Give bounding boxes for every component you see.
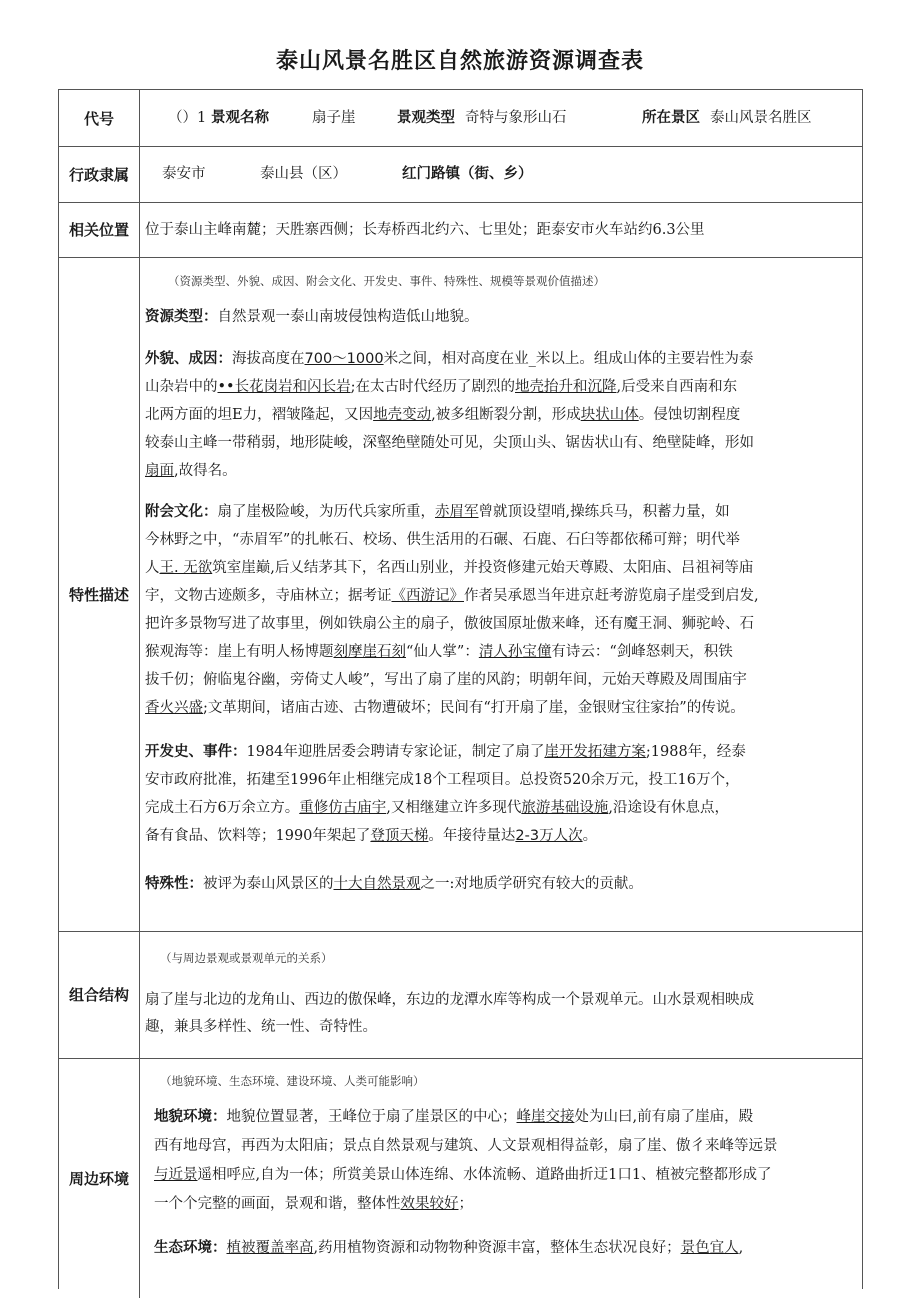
text: 处为山曰,前有扇了崖庙，殿	[574, 1109, 754, 1125]
text: 之一:对地质学研究有较大的贡献。	[420, 876, 643, 892]
type-value: 奇特与象形山石	[465, 110, 567, 126]
cell-structure	[140, 931, 862, 1058]
text: 宇，文物古迹颇多，寺庙林立；据考证	[145, 588, 392, 604]
text: 被评为泰山风景区的	[203, 876, 334, 892]
text: 崖开发拓建方案	[544, 744, 646, 760]
label-environment: 周边环境	[59, 1058, 140, 1298]
text: 2-3万人次	[515, 828, 583, 844]
structure-note: （与周边景观或景观单元的关系）	[160, 951, 333, 965]
features-note: （资源类型、外貌、成因、附会文化、开发史、事件、特殊性、规模等景观价值描述）	[168, 274, 605, 288]
cell-admin	[140, 146, 862, 202]
text: 登顶天梯	[370, 828, 429, 844]
text: 王. 无欲	[159, 560, 213, 576]
text: 备有食品、饮料等；1990年架起了	[145, 828, 371, 844]
text: 块状山体	[580, 407, 639, 423]
text: 地壳变动	[373, 407, 432, 423]
admin-town: 红门路镇（街、乡）	[402, 166, 533, 182]
eco-paragraph	[154, 1238, 743, 1258]
landform-heading: 地貌环境：	[154, 1109, 227, 1125]
culture-heading: 附会文化：	[145, 504, 218, 520]
text: 1984年迎胜居委会聘请专家论证，制定了扇了	[246, 744, 545, 760]
structure-line-2: 趣，兼具多样性、统一性、奇特性。	[145, 1019, 377, 1035]
text: 今林野之中，“赤眉军”的扎帐石、校场、供生活用的石碾、石鹿、石臼等都依稀可辩；明代举	[145, 532, 740, 548]
history-heading: 开发史、事件：	[145, 744, 247, 760]
text: 遥相呼应,自为一体；所赏美景山体连绵、水体流畅、道路曲折迂1口1、植被完整都形成了	[197, 1167, 772, 1183]
text: 。	[582, 828, 598, 844]
location-text: 位于泰山主峰南麓；天胜寨西侧；长寿桥西北约六、七里处；距泰安市火车站约6.3公里	[145, 222, 705, 238]
text: ,药用植物资源和动物物种资源丰富，整体生态状况良好；	[313, 1240, 681, 1256]
text: 有诗云：“剑峰怒刺天，积铁	[551, 644, 733, 660]
cell-location	[140, 202, 862, 257]
name-value: 扇子崖	[312, 110, 356, 126]
text: 人	[145, 560, 160, 576]
text: 地貌位置显著，王峰位于扇了崖景区的中心；	[226, 1109, 517, 1125]
row-structure	[59, 931, 862, 1059]
text: 旅游基础设施	[521, 800, 609, 816]
text: ;文革期间，诸庙古迹、古物遭破坏；民间有“打开扇了崖，金银财宝往家抬”的传说。	[203, 700, 745, 716]
text: 扇了崖极险峻，为历代兵家所重，	[217, 504, 435, 520]
label-location: 相关位置	[59, 202, 140, 257]
text: 较泰山主峰一带稍弱，地形陡峻，深壑绝壁随处可见，尖顶山头、锯齿状山有、绝壁陡峰，形如	[145, 435, 754, 451]
text: 赤眉军	[435, 504, 479, 520]
text: 一个个完整的画面，景观和谐，整体性	[154, 1196, 401, 1212]
text: 北两方面的坦E力，褶皱隆起，又因	[145, 407, 374, 423]
text: 曾就顶设望哨,操练兵马，积蓄力量，如	[478, 504, 730, 520]
text: ,后受来自西南和东	[616, 379, 738, 395]
name-label: 景观名称	[211, 110, 269, 126]
special-heading: 特殊性：	[145, 876, 203, 892]
text: 景色宜人	[680, 1240, 739, 1256]
text: 地壳抬升和沉降	[515, 379, 617, 395]
text: 作者吴承恩当年进京赶考游览扇子崖受到启发,	[464, 588, 759, 604]
text: 完成土石方6万余立方。	[145, 800, 300, 816]
code-value: （）1	[168, 110, 207, 126]
text: 猴观海等：崖上有明人杨博题	[145, 644, 334, 660]
special-paragraph	[145, 874, 643, 894]
text: 植被覆盖率高	[226, 1240, 314, 1256]
row-features	[59, 257, 862, 932]
type-label: 景观类型	[397, 110, 455, 126]
text: 西有地母宫，再西为太阳庙；景点自然景观与建筑、人文景观相得益彰，扇了崖、傲彳来峰等远景	[154, 1138, 778, 1154]
text: 十大自然景观	[333, 876, 421, 892]
text: 。侵蚀切割程度	[638, 407, 741, 423]
text: ,	[738, 1240, 744, 1256]
resource-heading: 资源类型：	[145, 309, 218, 325]
label-admin: 行政隶属	[59, 146, 140, 202]
text: 筑室崖巅,后乂结茅其下，名西山别业，并投资修建元始天尊殿、太阳庙、吕祖祠等庙	[212, 560, 754, 576]
text: 香火兴盛	[145, 700, 203, 716]
environment-note: （地貌环境、生态环境、建设环境、人类可能影响）	[160, 1074, 425, 1088]
text: 把许多景物写进了故事里，例如铁扇公主的扇子，傲彼国原址傲来峰，还有魔王洞、狮驼岭、石	[145, 616, 754, 632]
label-code: 代号	[59, 90, 140, 146]
text: 山杂岩中的	[145, 379, 218, 395]
text: ,又相继建立许多现代	[386, 800, 522, 816]
text: 海拔高度在	[232, 351, 305, 367]
text: 拔千仞；俯临鬼谷幽，旁倚丈人峻”，写出了扇了崖的风韵；明朝年间，元始天尊殿及周围庙宇	[145, 672, 747, 688]
row-location	[59, 202, 862, 258]
label-structure: 组合结构	[59, 931, 140, 1058]
label-features: 特性描述	[59, 257, 140, 931]
text: 《西游记》	[391, 588, 464, 604]
text: ••长花岗岩和闪长岩	[217, 379, 351, 395]
appearance-heading: 外貌、成因：	[145, 351, 232, 367]
admin-county: 泰山县（区）	[260, 166, 347, 182]
text: 效果较好	[400, 1196, 459, 1212]
area-label: 所在景区	[642, 110, 700, 126]
text: 刻摩崖石刻	[333, 644, 406, 660]
text: ,沿途设有休息点，	[608, 800, 729, 816]
text: ,被多组断裂分割，形成	[431, 407, 581, 423]
cell-environment	[140, 1058, 862, 1298]
text: ,故得名。	[174, 463, 237, 479]
row-admin	[59, 146, 862, 203]
structure-line-1: 扇了崖与北边的龙角山、西边的傲保峰，东边的龙潭水库等构成一个景观单元。山水景观相映成	[145, 992, 754, 1008]
text: 700～1000	[304, 351, 384, 367]
text: 重修仿古庙宇	[299, 800, 387, 816]
text: 清人孙宝僮	[478, 644, 552, 660]
row-code	[59, 90, 862, 147]
resource-text: 自然景观一泰山南坡侵蚀构造低山地貌。	[217, 309, 479, 325]
text: “仙人掌”：	[406, 644, 479, 660]
text: 峰崖交接	[516, 1109, 575, 1125]
resource-type	[145, 307, 479, 327]
cell-code	[140, 90, 862, 146]
row-environment	[59, 1058, 862, 1298]
text: 安市政府批准，拓建至1996年止相继完成18个工程项目。总投资520余万元，投工16万个，	[145, 772, 740, 788]
text: ;1988年，经泰	[645, 744, 746, 760]
cell-features	[140, 257, 862, 931]
survey-table	[58, 89, 863, 1289]
text: 与近景	[154, 1167, 198, 1183]
text: ；	[458, 1196, 473, 1212]
area-value: 泰山风景名胜区	[710, 110, 812, 126]
text: 米之间，相对高度在业_米以上。组成山体的主要岩性为泰	[383, 351, 754, 367]
page-title: 泰山风景名胜区自然旅游资源调查表	[275, 49, 644, 74]
text: 。年接待量达	[428, 828, 516, 844]
text: 扇面	[145, 463, 174, 479]
text: ;在太古时代经历了剧烈的	[350, 379, 515, 395]
eco-heading: 生态环境：	[154, 1240, 227, 1256]
admin-city: 泰安市	[162, 166, 206, 182]
